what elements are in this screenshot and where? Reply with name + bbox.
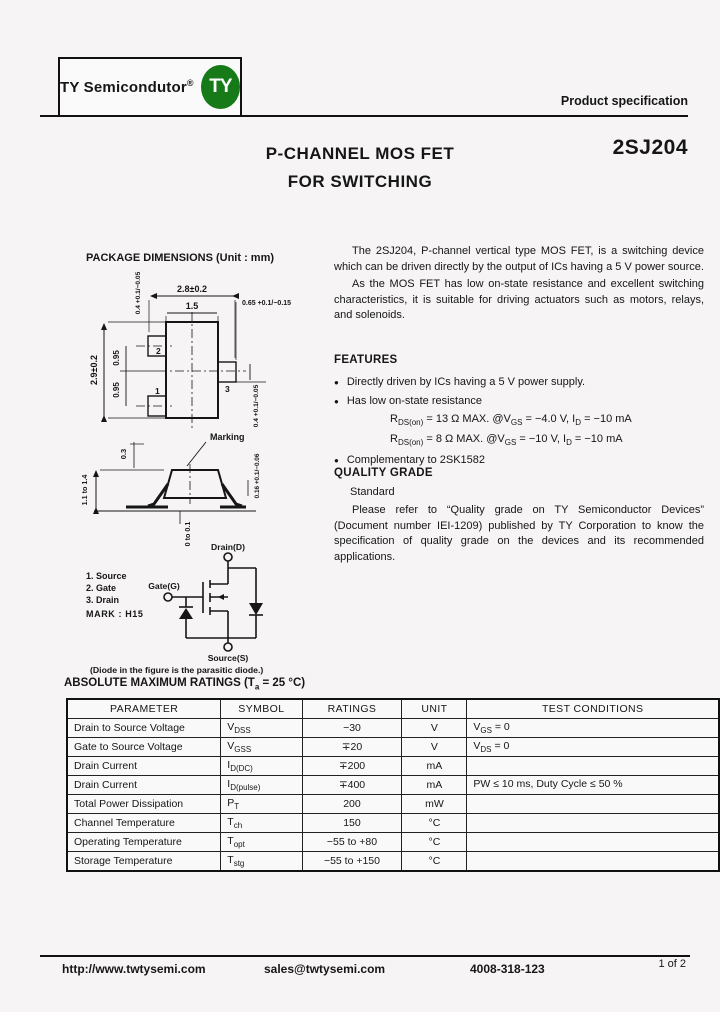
table-header-row [67, 699, 719, 719]
unit-cell: mA [402, 757, 467, 776]
dim-lead-thickness: 0.16 +0.1/−0.06 [254, 453, 261, 499]
footer-email: sales@twtysemi.com [264, 962, 386, 976]
cond-cell: PW ≤ 10 ms, Duty Cycle ≤ 50 % [467, 776, 719, 795]
dim-lead-length: 0.65 +0.1/−0.15 [242, 300, 292, 307]
pin-3-number: 3 [225, 384, 230, 394]
cond-cell [467, 795, 719, 814]
title-line-2: FOR SWITCHING [287, 172, 433, 191]
brand-text: TY Semicondutor [60, 79, 187, 96]
dim-pitch-b: 0.95 [112, 382, 121, 398]
intro-text [334, 244, 704, 326]
symbol-cell: $T_{opt}$ [221, 833, 302, 852]
param-cell: Drain Current [67, 776, 221, 795]
param-cell: Storage Temperature [67, 852, 221, 872]
ty-badge-icon: TY [201, 65, 240, 109]
internal-schematic [164, 553, 263, 651]
col-test-conditions: TEST CONDITIONS [467, 699, 719, 719]
parasitic-diode-note: (Diode in the figure is the parasitic diode.) [90, 665, 264, 675]
abs-max-ratings-heading: ABSOLUTE MAXIMUM RATINGS ($T_a = 25$ °C) [64, 677, 306, 692]
dim-profile-height: 1.1 to 1.4 [80, 474, 89, 506]
symbol-cell: $V_{GSS}$ [221, 738, 302, 757]
cond-cell [467, 814, 719, 833]
header-rule [40, 115, 688, 117]
cond-cell: $V_{DS} = 0$ [467, 738, 719, 757]
dim-body-height: 2.9±0.2 [89, 355, 99, 385]
cond-cell: $V_{GS} = 0$ [467, 719, 719, 738]
cond-cell [467, 852, 719, 872]
symbol-cell: $P_T$ [221, 795, 302, 814]
unit-cell: °C [402, 833, 467, 852]
symbol-cell: $V_{DSS}$ [221, 719, 302, 738]
rating-cell: −55 to +80 [302, 833, 402, 852]
package-dimensions-heading: PACKAGE DIMENSIONS (Unit : mm) [86, 252, 275, 264]
dim-standoff: 0 to 0.1 [183, 521, 192, 547]
symbol-cell: $I_{D(DC)}$ [221, 757, 302, 776]
param-cell: Total Power Dissipation [67, 795, 221, 814]
product-spec-label: Product specification [560, 94, 688, 108]
param-cell: Drain Current [67, 757, 221, 776]
symbol-cell: $T_{stg}$ [221, 852, 302, 872]
footer-url: http://www.twtysemi.com [62, 962, 206, 976]
intro-paragraph-1: The 2SJ204, P-channel vertical type MOS FET, is a switching device which can be driven directly by the output of ICs having a 5 V power source. [334, 245, 704, 273]
dim-lead-width-right: 0.4 +0.1/−0.05 [253, 384, 260, 428]
rating-cell: 150 [302, 814, 402, 833]
title-line-1: P-CHANNEL MOS FET [265, 144, 455, 163]
symbol-cell: $T_{ch}$ [221, 814, 302, 833]
schematic-gate-label: Gate(G) [148, 581, 180, 591]
rds-on-spec-2: $R_{DS(on)} = 8$ Ω MAX. $@V_{GS} = -10$ V, $I_D = -10$ mA [390, 432, 623, 447]
table-row [67, 833, 719, 852]
dim-lead-width-left: 0.4 +0.1/−0.05 [135, 271, 142, 315]
footer-page-number: 1 of 2 [658, 958, 686, 970]
feature-item-1-text: Directly driven by ICs having a 5 V power supply. [346, 376, 586, 388]
features-heading: FEATURES [334, 354, 398, 366]
package-dimensions-figure [60, 266, 334, 678]
rating-cell: 200 [302, 795, 402, 814]
feature-item-2-text: Has low on-state resistance [346, 394, 482, 407]
table-row [67, 814, 719, 833]
param-cell: Operating Temperature [67, 833, 221, 852]
pin-list-drain: 3. Drain [86, 595, 120, 605]
part-number: 2SJ204 [612, 136, 688, 159]
footer-phone: 4008-318-123 [470, 962, 545, 976]
col-ratings: RATINGS [302, 699, 402, 719]
unit-cell: mW [402, 795, 467, 814]
dim-pitch-a: 0.95 [112, 350, 121, 366]
mark-code: MARK : H15 [86, 609, 144, 619]
quality-grade-paragraph: Please refer to “Quality grade on TY Semiconductor Devices” (Document number IEI-1209) published by TY Corporation to know the specification of quality grade on the devices and its recommended applications. [334, 504, 704, 563]
intro-paragraph-2: As the MOS FET has low on-state resistance and excellent switching characteristics, it is suitable for driving actuators such as motors, relays, and solenoids. [334, 278, 704, 321]
quality-grade-text [334, 503, 704, 567]
unit-cell: V [402, 719, 467, 738]
col-parameter: PARAMETER [67, 699, 221, 719]
feature-item-1 [334, 375, 704, 391]
pin-2-number: 2 [156, 346, 161, 356]
unit-cell: °C [402, 814, 467, 833]
rds-on-spec-1: $R_{DS(on)} = 13$ Ω MAX. $@V_{GS} = -4.0$ V, $I_D = -10$ mA [390, 413, 632, 428]
unit-cell: mA [402, 776, 467, 795]
pin-1-number: 1 [155, 386, 160, 396]
dim-mark-offset: 0.3 [119, 448, 128, 460]
table-row [67, 738, 719, 757]
pin-list-source: 1. Source [86, 571, 127, 581]
rating-cell: −55 to +150 [302, 852, 402, 872]
param-cell: Gate to Source Voltage [67, 738, 221, 757]
table-row [67, 757, 719, 776]
brand-logo [58, 57, 242, 117]
cond-cell [467, 833, 719, 852]
pin-list-gate: 2. Gate [86, 583, 117, 593]
unit-cell: V [402, 738, 467, 757]
doc-title [150, 140, 570, 196]
table-row [67, 719, 719, 738]
rating-cell: ∓400 [302, 776, 402, 795]
footer-rule [40, 955, 690, 957]
rating-cell: ∓20 [302, 738, 402, 757]
col-symbol: SYMBOL [221, 699, 302, 719]
rating-cell: ∓200 [302, 757, 402, 776]
symbol-cell: $I_{D(pulse)}$ [221, 776, 302, 795]
rating-cell: −30 [302, 719, 402, 738]
abs-max-ratings-table [66, 698, 720, 872]
table-row [67, 795, 719, 814]
unit-cell: °C [402, 852, 467, 872]
table-row [67, 776, 719, 795]
param-cell: Channel Temperature [67, 814, 221, 833]
registered-mark: ® [186, 78, 194, 88]
schematic-drain-label: Drain(D) [211, 542, 245, 552]
brand-name [60, 78, 194, 96]
package-top-view [104, 296, 266, 430]
param-cell: Drain to Source Voltage [67, 719, 221, 738]
feature-item-3-text: Complementary to 2SK1582 [346, 454, 486, 467]
bullet-icon: ● [334, 456, 339, 466]
cond-cell [467, 757, 719, 776]
schematic-source-label: Source(S) [207, 653, 249, 663]
col-unit: UNIT [402, 699, 467, 719]
quality-grade-heading: QUALITY GRADE [334, 467, 433, 479]
table-row [67, 852, 719, 872]
features-list [334, 372, 704, 472]
marking-label: Marking [210, 432, 245, 442]
quality-grade-value: Standard [350, 486, 395, 498]
bullet-icon: ● [334, 396, 339, 406]
dim-inner-width: 1.5 [185, 301, 199, 311]
feature-item-2 [334, 394, 704, 410]
dim-overall-width: 2.8±0.2 [177, 284, 207, 294]
bullet-icon: ● [334, 378, 339, 387]
